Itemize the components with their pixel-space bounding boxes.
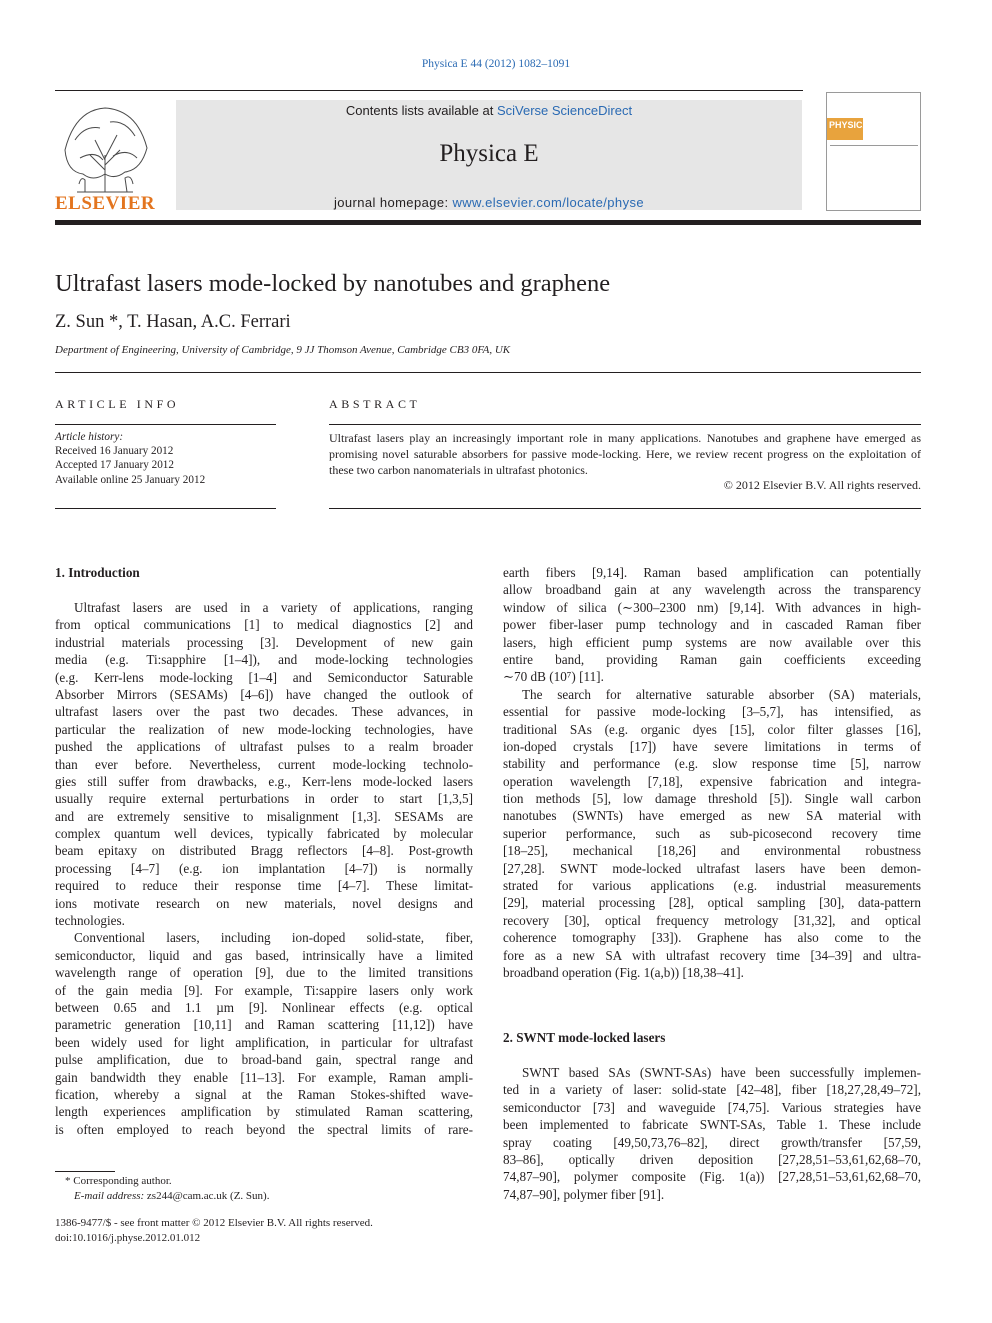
body-line: processing [4–7] (e.g. ion implantation [4–7]) is normally bbox=[55, 860, 473, 876]
body-line: [27,28]. SWNT mode-locked ultrafast lasers have been demon- bbox=[503, 860, 921, 876]
journal-citation[interactable]: Physica E 44 (2012) 1082–1091 bbox=[421, 58, 571, 70]
body-line: pushed the applications of ultrafast pulses to a realm broader bbox=[55, 739, 473, 755]
body-line: been widely used for light amplification, in particular for ultrafast bbox=[55, 1034, 473, 1050]
online-date: Available online 25 January 2012 bbox=[55, 473, 206, 486]
corresponding-author-note: * Corresponding author. bbox=[65, 1175, 172, 1187]
accepted-date: Accepted 17 January 2012 bbox=[55, 459, 174, 472]
journal-name: Physica E bbox=[439, 140, 539, 167]
author-list: Z. Sun *, T. Hasan, A.C. Ferrari bbox=[55, 312, 291, 332]
body-line: between 0.65 and 1.1 µm [9]. Nonlinear effects (e.g. optical bbox=[55, 999, 473, 1015]
body-line: media (e.g. Ti:sapphire [1–4]), and mode-locking technologies bbox=[55, 652, 473, 668]
divider bbox=[329, 508, 921, 509]
divider bbox=[329, 424, 921, 425]
body-line: wavelength range of operation [9], due to the limited transitions bbox=[55, 965, 473, 981]
journal-homepage-link[interactable]: www.elsevier.com/locate/physe bbox=[452, 195, 644, 210]
section-heading-introduction: 1. Introduction bbox=[55, 565, 140, 580]
body-line: superior performance, such as sub-picosecond recovery time bbox=[503, 825, 921, 841]
body-line: broadband operation (Fig. 1(a,b)) [18,38–41]. bbox=[503, 964, 744, 980]
email-note: E-mail address: zs244@cam.ac.uk (Z. Sun). bbox=[74, 1189, 270, 1202]
body-line: parametric generation [10,11] and Raman scattering [11,12]) have bbox=[55, 1017, 473, 1033]
body-line: lasers, high efficient pump systems are now available over this bbox=[503, 634, 921, 650]
body-line: [18–25], mechanical [18,26] and environmental robustness bbox=[503, 843, 921, 859]
body-line: required to reduce their response time [4–7]. These limitat- bbox=[55, 878, 473, 894]
footnote bbox=[55, 1174, 269, 1203]
divider bbox=[55, 424, 276, 425]
body-line: been implemented to fabricate SWNT-SAs, Table 1. These include bbox=[503, 1117, 921, 1133]
body-line: is often employed to reach beyond the spectral limits of rare- bbox=[55, 1121, 473, 1137]
author-email[interactable]: zs244@cam.ac.uk (Z. Sun). bbox=[144, 1189, 270, 1202]
body-line: recovery [30], optical frequency metrology [31,32], and optical bbox=[503, 912, 921, 928]
contents-line: Contents lists available at SciVerse ScienceDirect bbox=[345, 103, 633, 118]
body-line: gain bandwidth they enable [11–13]. For example, Raman ampli- bbox=[55, 1069, 473, 1085]
body-line: semiconductor [73] and waveguide [74,75]. Various strategies have bbox=[503, 1099, 921, 1115]
body-line: ultrafast lasers over the past two decades. These advances, in bbox=[55, 704, 473, 720]
body-line: length experiences amplification by stimulated Raman scattering, bbox=[55, 1104, 473, 1120]
right-column-body-2 bbox=[503, 1064, 921, 1203]
article-info-heading: ARTICLE INFO bbox=[55, 397, 180, 411]
article-title: Ultrafast lasers mode-locked by nanotubes and graphene bbox=[55, 270, 611, 297]
doi-line[interactable]: doi:10.1016/j.physe.2012.01.012 bbox=[55, 1231, 201, 1244]
body-line: ted in a variety of laser: solid-state [42–48], fiber [18,27,28,49–72], bbox=[503, 1082, 921, 1098]
body-line: fore as a new SA with ultrafast recovery time [34–39] and ultra- bbox=[503, 947, 921, 963]
body-line: particular the realization of new mode-locking technologies, have bbox=[55, 721, 473, 737]
right-column-body bbox=[503, 564, 921, 981]
body-line: power fiber-laser pump technology and in cascaded Raman fiber bbox=[503, 617, 921, 633]
body-line: 74,87–90], polymer fiber [91]. bbox=[503, 1186, 665, 1202]
header-rule-thick bbox=[55, 220, 921, 225]
divider bbox=[55, 372, 921, 373]
body-line: The search for alternative saturable absorber (SA) materials, bbox=[522, 686, 921, 702]
cover-rule bbox=[830, 145, 918, 146]
body-line: Conventional lasers, including ion-doped solid-state, fiber, bbox=[74, 930, 473, 946]
section-heading-swnt: 2. SWNT mode-locked lasers bbox=[503, 1030, 666, 1045]
body-line: entire band, providing Raman gain coefficients exceeding bbox=[503, 651, 921, 667]
body-line: pulse amplification, due to broad-band gain, spectral range and bbox=[55, 1052, 473, 1068]
abstract-copyright: © 2012 Elsevier B.V. All rights reserved. bbox=[723, 478, 921, 492]
left-column-body bbox=[55, 599, 473, 1138]
homepage-line: journal homepage: www.elsevier.com/locate/physe bbox=[333, 195, 644, 210]
body-line: of the gain media [9]. For example, Ti:sappire lasers only work bbox=[55, 982, 473, 998]
body-line: fication, whereby a signal at the Raman Stokes-shifted wave- bbox=[55, 1086, 473, 1102]
history-label: Article history: bbox=[55, 431, 124, 443]
body-line: Ultrafast lasers are used in a variety of applications, ranging bbox=[74, 600, 473, 615]
body-line: spray coating [49,50,73,76–82], direct growth/transfer [57,59, bbox=[503, 1134, 921, 1150]
body-line: beam epitaxy on distributed Bragg reflectors [4–8]. Post-growth bbox=[55, 843, 473, 859]
body-line: earth fibers [9,14]. Raman based amplification can potentially bbox=[503, 565, 921, 580]
footnote-rule bbox=[55, 1171, 115, 1172]
body-line: ∼70 dB (10⁷) [11]. bbox=[503, 669, 604, 685]
body-line: window of silica (∼300–2300 nm) [9,14]. With advances in high- bbox=[503, 599, 921, 615]
body-line: industrial materials processing [3]. Development of new gain bbox=[55, 634, 473, 650]
body-line: coherence tomography [33]). Graphene has also come to the bbox=[503, 930, 921, 946]
body-line: allow broadband gain at any wavelength across the transparency bbox=[503, 582, 921, 598]
body-line: nanotubes (SWNTs) have emerged as new SA material with bbox=[503, 808, 921, 824]
journal-cover-thumbnail[interactable] bbox=[826, 92, 921, 211]
abstract-heading: ABSTRACT bbox=[329, 397, 421, 411]
body-line: usually require external perturbations in order to start [1,3,5] bbox=[55, 791, 473, 807]
body-line: than ever before. Nevertheless, current mode-locking technolo- bbox=[55, 756, 473, 772]
header-rule bbox=[55, 90, 803, 91]
sciencedirect-link[interactable]: SciVerse ScienceDirect bbox=[496, 103, 633, 118]
affiliation: Department of Engineering, University of Cambridge, 9 JJ Thomson Avenue, Cambridge CB3 0FA, UK bbox=[55, 344, 511, 356]
body-line: essential for passive mode-locking [3–5,7], has intensified, as bbox=[503, 704, 921, 720]
received-date: Received 16 January 2012 bbox=[55, 445, 174, 458]
body-line: operation wavelength [7,18], expensive fabrication and integra- bbox=[503, 773, 921, 789]
body-line: ions motivate research on new materials, novel designs and bbox=[55, 895, 473, 911]
issn-line: 1386-9477/$ - see front matter © 2012 Elsevier B.V. All rights reserved. bbox=[55, 1217, 373, 1229]
body-line: (e.g. Kerr-lens mode-locking [1–4] and Semiconductor Saturable bbox=[55, 669, 473, 685]
body-line: SWNT based SAs (SWNT-SAs) have been successfully implemen- bbox=[522, 1065, 921, 1080]
body-line: complex quantum well devices, typically fabricated by molecular bbox=[55, 826, 473, 842]
body-line: [29], material processing [28], optical sampling [30], data-pattern bbox=[503, 895, 921, 911]
body-line: strated for various applications (e.g. industrial measurements bbox=[503, 878, 921, 894]
body-line: semiconductor, liquid and gas based, intrinsically have a limited bbox=[55, 947, 473, 963]
body-line: Absorber Mirrors (SESAMs) [4–6]) have changed the outlook of bbox=[55, 686, 473, 702]
body-line: from optical communications [1] to medical diagnostics [2] and bbox=[55, 617, 473, 633]
article-history bbox=[55, 430, 205, 487]
cover-title: PHYSICA bbox=[829, 120, 870, 130]
body-line: gies still suffer from drawbacks, e.g., Kerr-lens mode-locked lasers bbox=[55, 773, 473, 789]
body-line: stability and performance (e.g. slow response time [5], narrow bbox=[503, 756, 921, 772]
front-matter bbox=[55, 1216, 373, 1245]
body-line: 83–86], optically driven deposition [27,28,51–53,61,62,68–70, bbox=[503, 1151, 921, 1167]
body-line: tion methods [5], low damage threshold [5]). Single wall carbon bbox=[503, 791, 921, 807]
publisher-logo-text: ELSEVIER bbox=[55, 193, 156, 214]
body-line: traditional SAs (e.g. organic dyes [15], color filter glasses [16], bbox=[503, 721, 921, 737]
body-line: and are extremely sensitive to misalignment [1,3]. SESAMs are bbox=[55, 808, 473, 824]
body-line: technologies. bbox=[55, 913, 125, 929]
abstract-text: Ultrafast lasers play an increasingly important role in many applications. Nanotubes and graphene have emerged as promising novel saturable absorbers for passive mode-locking. Here, we review recent progress on the exploitation of these two carbon nanomaterials in ultrafast photonics. bbox=[329, 431, 921, 477]
body-line: ion-doped crystals [17]) have severe limitations in terms of bbox=[503, 738, 921, 754]
divider bbox=[55, 508, 276, 509]
body-line: 74,87–90], polymer composite (Fig. 1(a)) [27,28,51–53,61,62,68–70, bbox=[503, 1169, 921, 1185]
